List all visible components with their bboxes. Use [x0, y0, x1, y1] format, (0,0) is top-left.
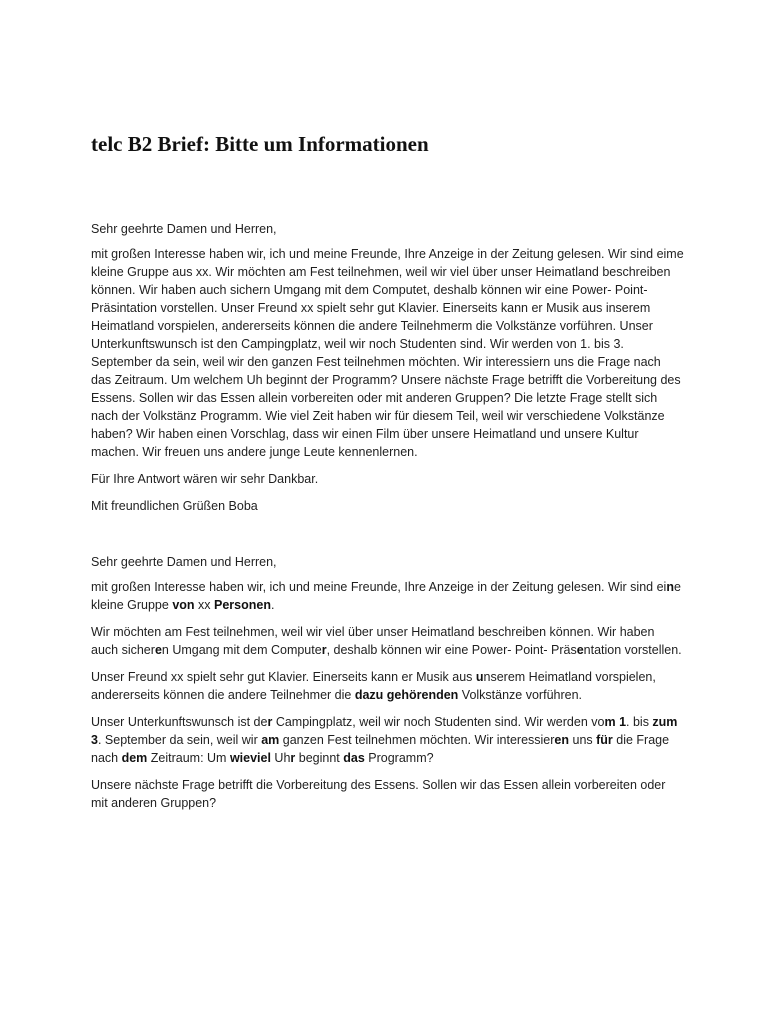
- correction: e: [154, 643, 162, 657]
- text-run: Volkstänze vorführen.: [458, 688, 583, 702]
- text-run: Campingplatz, weil wir noch Studenten sind. Wir werden vo: [272, 715, 605, 729]
- correction: dem: [121, 751, 148, 765]
- draft-greeting: Sehr geehrte Damen und Herren,: [91, 222, 277, 236]
- correction: en: [554, 733, 570, 747]
- correction: dazu gehörenden: [354, 688, 459, 702]
- correction: 1: [619, 715, 627, 729]
- text-run: Unser Freund xx spielt sehr gut Klavier. Einerseits kann er Musik aus: [91, 670, 476, 684]
- text-run: Zeitraum: Um: [147, 751, 230, 765]
- draft-letter: [91, 220, 684, 515]
- text-run: xx: [194, 598, 214, 612]
- corrected-paragraph-5: Unsere nächste Frage betrifft die Vorbereitung des Essens. Sollen wir das Essen allein vorbereiten oder mit anderen Gruppen?: [91, 778, 666, 810]
- correction: zum: [652, 715, 678, 729]
- text-run: e kleine Gruppe: [91, 580, 681, 612]
- text-run: Programm?: [364, 751, 434, 765]
- text-run: Unser Unterkunftswunsch ist de: [91, 715, 268, 729]
- correction: am: [261, 733, 280, 747]
- corrected-paragraph-2: [91, 623, 684, 659]
- correction: von: [172, 598, 195, 612]
- correction: m: [604, 715, 616, 729]
- corrected-paragraph-4: [91, 713, 684, 767]
- correction: wieviel: [229, 751, 271, 765]
- draft-body: mit großen Interesse haben wir, ich und meine Freunde, Ihre Anzeige in der Zeitung gelesen. Wir sind eime kleine Gruppe aus xx. Wir möchten am Fest teilnehmen, weil wir viel über unser Heimatland beschreiben können. Wir haben auch sichern Umgang mit dem Computet, deshalb können wir eine Power- Point- Präsintation vorstellen. Unser Freund xx spielt sehr gut Klavier. Einerseits kann er Musik aus inserem Heimatland vorspielen, andererseits können die andere Teilnehmerm die Volkstänze vorführen. Unser Unterkunftswunsch ist den Campingplatz, weil wir noch Studenten sind. Wir werden von 1. bis 3. September da sein, weil wir den ganzen Fest teilnehmen möchten. Wir interessiern uns die Frage nach das Zeitraum. Um welchem Uh beginnt der Programm? Unsere nächste Frage betrifft die Vorbereitung des Essens. Sollen wir das Essen allein vorbereiten oder mit anderen Gruppen? Die letzte Frage stellt sich nach der Volkstänz Programm. Wie viel Zeit haben wir für diesem Teil, weil wir verschiedene Volkstänze haben? Wir haben einen Vorschlag, dass wir einen Film über unsere Heimatland und unsere Kultur machen. Wir freuen uns andere junge Leute kennenlernen.: [91, 247, 684, 459]
- correction: e: [576, 643, 584, 657]
- text-run: uns: [569, 733, 597, 747]
- corrected-greeting: Sehr geehrte Damen und Herren,: [91, 555, 277, 569]
- text-run: ganzen Fest teilnehmen möchten. Wir interessier: [279, 733, 555, 747]
- correction: 3: [91, 733, 98, 747]
- correction: für: [596, 733, 613, 747]
- correction: n: [666, 580, 674, 594]
- text-run: mit großen Interesse haben wir, ich und meine Freunde, Ihre Anzeige in der Zeitung gelesen. Wir sind ei: [91, 580, 667, 594]
- corrected-paragraph-3: [91, 668, 684, 704]
- correction: r: [267, 715, 273, 729]
- text-run: , deshalb können wir eine Power- Point- Präs: [326, 643, 577, 657]
- corrected-letter: [91, 553, 684, 812]
- page-title: telc B2 Brief: Bitte um Informationen: [91, 132, 429, 156]
- text-run: . September da sein, weil wir: [97, 733, 262, 747]
- text-run: beginnt: [295, 751, 344, 765]
- correction: Personen: [214, 598, 271, 612]
- text-run: nserem Heimatland vorspielen, andererseits können die andere Teilnehmer die: [91, 670, 656, 702]
- text-run: . bis: [626, 715, 653, 729]
- text-run: n Umgang mit dem Compute: [161, 643, 322, 657]
- draft-closing: Für Ihre Antwort wären wir sehr Dankbar.: [91, 472, 319, 486]
- corrected-paragraph-1: [91, 578, 684, 614]
- text-run: Uh: [270, 751, 291, 765]
- text-run: die Frage nach: [91, 733, 670, 765]
- text-run: ntation vorstellen.: [583, 643, 682, 657]
- text-run: .: [270, 598, 275, 612]
- correction: u: [475, 670, 484, 684]
- correction: das: [343, 751, 365, 765]
- correction: r: [290, 751, 296, 765]
- draft-signature: Mit freundlichen Grüßen Boba: [91, 499, 258, 513]
- correction: r: [321, 643, 327, 657]
- text-run: Wir möchten am Fest teilnehmen, weil wir viel über unser Heimatland beschreiben können. Wir haben auch sicher: [91, 625, 655, 657]
